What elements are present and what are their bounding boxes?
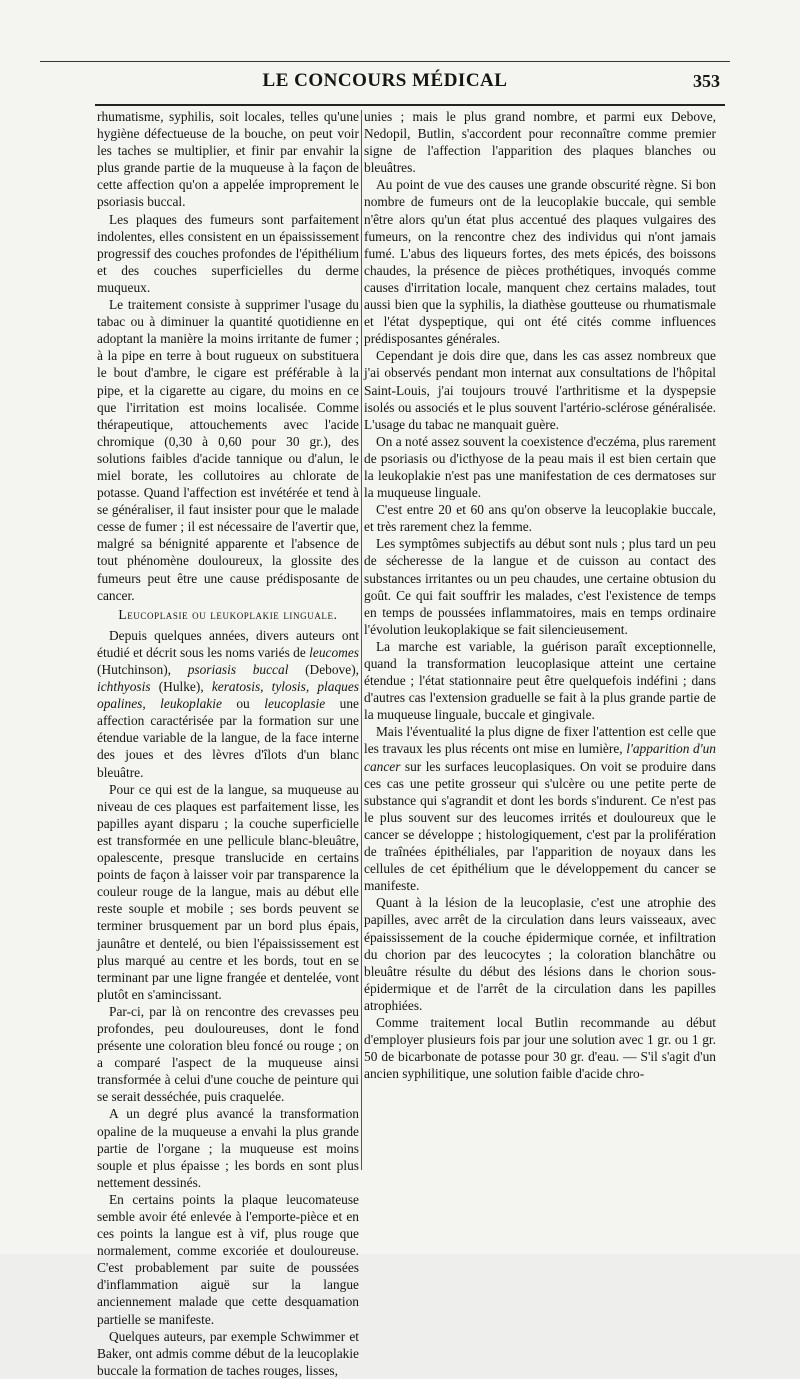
page-number: 353: [693, 71, 720, 91]
text-run: Depuis quelques années, divers auteurs ont étudié et décrit sous les noms variés de: [97, 627, 359, 660]
column-divider: [361, 110, 362, 1170]
text-run: (Hutchinson),: [97, 662, 188, 677]
paragraph: En certains points la plaque leucomateuse semble avoir été enlevée à l'emporte-pièce et en ces points la langue est à vif, plus rouge que normalement, comme excoriée et douloureuse. C'est probablement par suite de poussées d'inflammation aiguë sur la langue anciennement malade que cette desquamation partielle se manifeste.: [97, 1191, 359, 1327]
text-run: (Debove),: [288, 662, 359, 677]
paragraph: La marche est variable, la guérison paraît exceptionnelle, quand la transformation leucoplasique atteint une certaine étendue ; l'état stationnaire peut être quelquefois indéfini ; dans d'autres cas l'extension graduelle se fait à la plus grande partie de la muqueuse linguale, buccale et gingivale.: [364, 638, 716, 723]
paragraph: Cependant je dois dire que, dans les cas assez nombreux que j'ai observés pendant mon internat aux consultations de l'hôpital Saint-Louis, j'ai toujours trouvé l'arthritisme et la dyspepsie isolés ou associés et le plus souvent l'artério-sclérose généralisée. L'usage du tabac ne manquait guère.: [364, 348, 716, 432]
paragraph: Au point de vue des causes une grande obscurité règne. Si bon nombre de fumeurs ont de la leucoplakie buccale, qui semble n'être alors qu'un état plus accentué des plaques vulgaires des fumeurs, on la rencontre chez des individus qui n'ont jamais fumé. L'abus des liqueurs fortes, des mets épicés, des boissons chaudes, la présence de pièces prothétiques, invoqués comme causes d'irritation locale, manquent chez certains malades, tout aussi bien que la syphilis, la diathèse goutteuse ou rhumatismale et l'état dyspeptique, qui ont été cités comme influences prédisposantes générales.: [364, 177, 716, 347]
header-rule: [95, 104, 725, 106]
italic-term: ichthyosis: [97, 679, 151, 695]
italic-term: leucomes: [309, 644, 359, 660]
paragraph: Par-ci, par là on rencontre des crevasses peu profondes, peu douloureuses, dont le fond présente une coloration bleu foncé ou rouge ; on a comparé l'aspect de la muqueuse ainsi transformée à celui d'une couche de peinture qui se serait desséchée, puis craquelée.: [97, 1003, 359, 1105]
top-rule: [40, 61, 730, 62]
text-run: Mais l'éventualité la plus digne de fixer l'attention est celle que les travaux les plus récents ont mise en lumière,: [364, 724, 716, 757]
text-run: ou: [221, 696, 265, 712]
paragraph: rhumatisme, syphilis, soit locales, telles qu'une hygiène défectueuse de la bouche, on peut voir les taches se multiplier, et finir par envahir la plus grande partie de la muqueuse à la façon de cette affection qu'on a appelée improprement le psoriasis buccal.: [97, 109, 359, 210]
italic-term: keratosis, tylosis, plaques opalines, leukoplakie: [97, 679, 359, 712]
italic-term: leucoplasie: [264, 696, 326, 712]
paragraph: [364, 723, 716, 894]
text-run: (Hulke),: [150, 679, 212, 695]
journal-title: LE CONCOURS MÉDICAL: [262, 70, 508, 91]
left-column: [97, 108, 359, 1379]
paragraph: Les plaques des fumeurs sont parfaitement indolentes, elles consistent en un épaississement progressif des couches profondes de l'épithélium et des couches superficielles du derme muqueux.: [97, 211, 359, 295]
paragraph: Pour ce qui est de la langue, sa muqueuse au niveau de ces plaques est parfaitement lisse, les papilles ayant disparu ; la couche superficielle est transformée en une pellicule blanc-bleuâtre, opalescente, presque translucide en certains points de façon à laisser voir par transparence la couleur rouge de la langue, mais au début elle reste souple et mobile ; ses bords peuvent se terminer brusquement par un bord plus épais, jaunâtre et dentelé, ou bien l'épaississement est plus marqué au centre et les bords, tout en se terminant par une ligne frangée et dentelée, vont plutôt en s'amincissant.: [97, 781, 359, 1002]
paragraph: C'est entre 20 et 60 ans qu'on observe la leucoplakie buccale, et très rarement chez la femme.: [364, 502, 716, 535]
paragraph: On a noté assez souvent la coexistence d'eczéma, plus rarement de psoriasis ou d'icthyose de la peau mais il est bien certain que la leukoplakie n'est pas une manifestation de ces dermatoses sur la muqueuse linguale.: [364, 433, 717, 501]
paragraph: Comme traitement local Butlin recommande au début d'employer plusieurs fois par jour une solution avec 1 gr. ou 1 gr. 50 de bicarbonate de potasse pour 30 gr. d'eau. — S'il s'agit d'un ancien syphilitique, une solution faible d'acide chro-: [364, 1014, 716, 1082]
italic-term: psoriasis buccal: [187, 662, 289, 677]
paragraph: Le traitement consiste à supprimer l'usage du tabac ou à diminuer la quantité quotidienne en adoptant la manière la moins irritante de fumer ; à la pipe en terre à bout rugueux on substituera le bout d'ambre, le cigare est préférable à la pipe, et la cigarette au cigare, du moins en ce que l'irritation est moins localisée. Comme thérapeutique, attouchements avec l'acide chromique (0,30 à 0,60 pour 30 gr.), des solutions faibles d'acide tannique ou d'alun, le miel borate, les collutoires au chlorate de potasse. Quand l'affection est invétérée et tend à se généraliser, il faut insister pour que le malade cesse de fumer ; il est nécessaire de l'avertir que, malgré sa bénignité apparente et l'absence de tout phénomène douloureux, la glossite des fumeurs peut être une cause prédisposante de cancer.: [97, 297, 359, 603]
paragraph: Les symptômes subjectifs au début sont nuls ; plus tard un peu de sécheresse de la langue et de cuisson au contact des substances irritantes ou un peu chaudes, une certaine obtusion du goût. Ce qui fait souffrir les malades, c'est l'existence de temps en temps de poussées inflammatoires, mais en temps ordinaire l'évolution leukoplakique se fait silencieusement.: [364, 536, 716, 637]
section-title: Leucoplasie ou leukoplakie linguale.: [118, 606, 338, 622]
paragraph: A un degré plus avancé la transformation opaline de la muqueuse a envahi la plus grande partie de l'organe ; la muqueuse est moins souple et plus épaisse ; les bords en sont plus nettement dessinés.: [97, 1106, 359, 1190]
paragraph: Quant à la lésion de la leucoplasie, c'est une atrophie des papilles, avec arrêt de la circulation dans leurs vaisseaux, avec épaississement de la couche épidermique cornée, et infiltration du chorion par des leucocytes ; la coloration blanchâtre ou bleuâtre résulte du début des lésions dans le chorion sous-épidermique et de l'arrêt de la circulation dans les papilles atrophiées.: [364, 895, 716, 1013]
italic-term: l'apparition d'un cancer: [364, 741, 716, 774]
paragraph: unies ; mais le plus grand nombre, et parmi eux Debove, Nedopil, Butlin, s'accordent pour reconnaître comme premier signe de l'affection l'apparition des plaques blanches ou bleuâtres.: [364, 109, 716, 176]
paragraph: Quelques auteurs, par exemple Schwimmer et Baker, ont admis comme début de la leucoplakie buccale la formation de taches rouges, lisses,: [97, 1328, 359, 1378]
text-run: sur les surfaces leucoplasiques. On voit se produire dans ces cas une petite grosseur qui s'ulcère ou une petite perte de substance qui s'agrandit et dont les bords s'indurent. Ce n'est pas le plus souvent sur des leucomes irrités et douloureux que le cancer se développe ; histologiquement, c'est par la prolifération de traînées épithéliales, par l'apparition de noyaux dans les cellules de cet épithélium que le développement du cancer se manifeste.: [364, 758, 716, 894]
right-column: [364, 108, 716, 1082]
text-run: une affection caractérisée par la formation sur une étendue variable de la langue, de la face interne des joues et des lèvres d'îlots d'un blanc bleuâtre.: [97, 696, 359, 780]
page-header: [40, 64, 730, 100]
paragraph: [97, 627, 359, 781]
